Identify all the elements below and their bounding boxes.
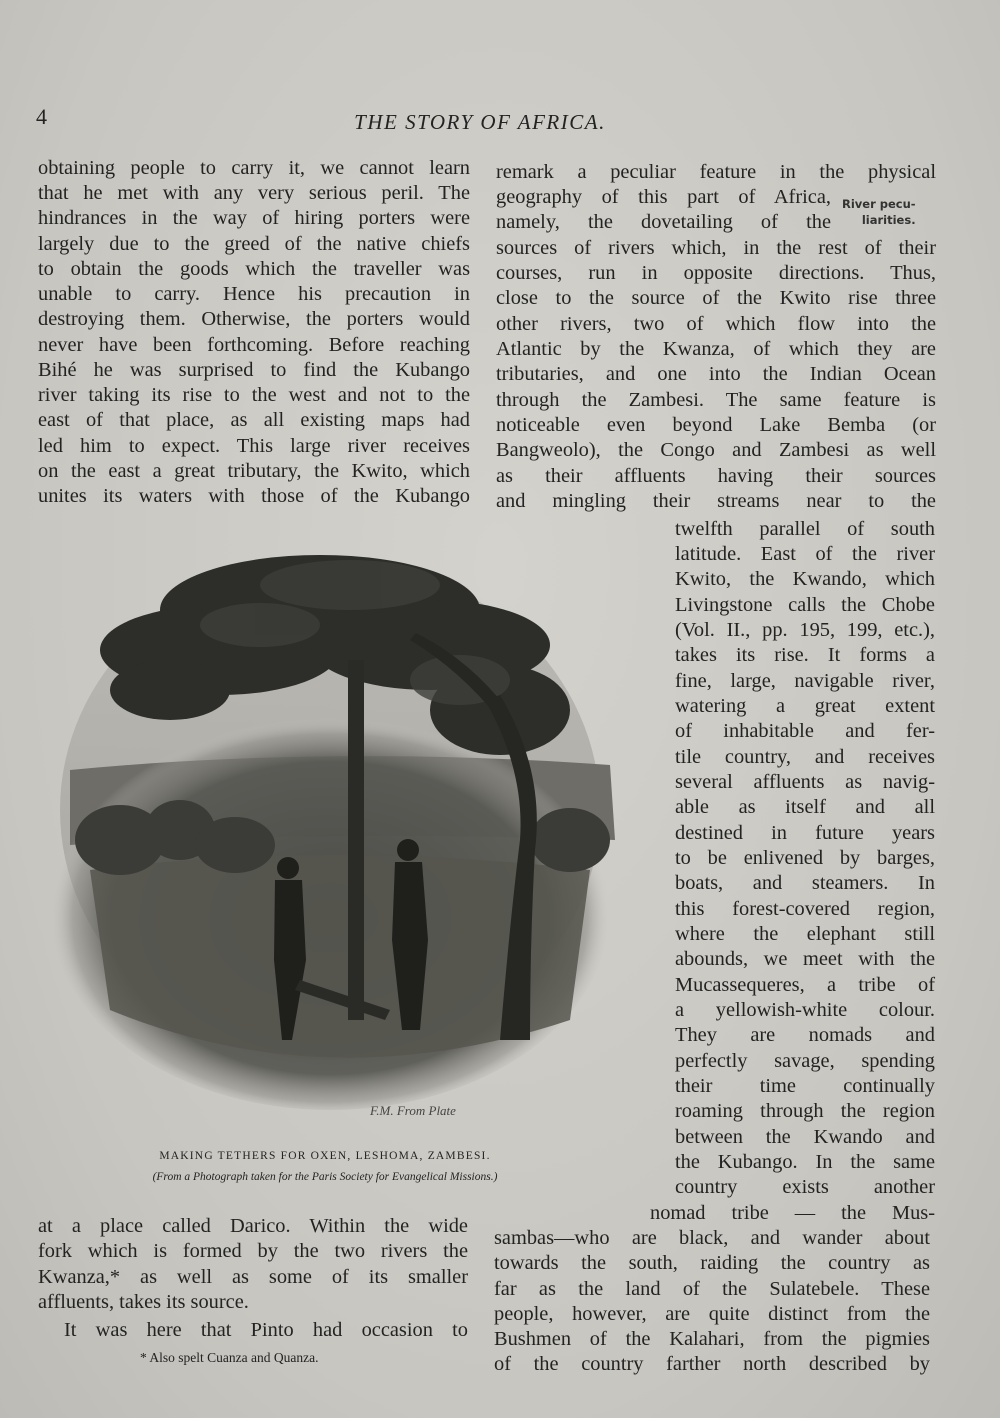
- text-line: watering a great extent: [675, 695, 935, 717]
- text-line: tributaries, and one into the Indian Ocean: [496, 363, 936, 385]
- text-line: unites its waters with those of the Kubango: [38, 485, 470, 507]
- running-title: THE STORY OF AFRICA.: [354, 110, 606, 134]
- text-line: able as itself and all: [675, 796, 935, 818]
- text-line: geography of this part of Africa,: [496, 186, 831, 208]
- text-line: Bihé he was surprised to find the Kubango: [38, 359, 470, 381]
- text-line: (Vol. II., pp. 195, 199, etc.),: [675, 619, 935, 641]
- text-line: several affluents as navig-: [675, 771, 935, 793]
- text-line: to obtain the goods which the traveller was: [38, 258, 470, 280]
- text-line: Atlantic by the Kwanza, of which they are: [496, 338, 936, 360]
- text-line: It was here that Pinto had occasion to: [64, 1319, 468, 1341]
- text-line: Kwanza,* as well as some of its smaller: [38, 1266, 468, 1288]
- text-line: courses, run in opposite directions. Thus,: [496, 262, 936, 284]
- text-line: where the elephant still: [675, 923, 935, 945]
- text-line: of inhabitable and fer-: [675, 720, 935, 742]
- text-line: boats, and steamers. In: [675, 872, 935, 894]
- text-line: far as the land of the Sulatebele. These: [494, 1278, 930, 1300]
- text-line: led him to expect. This large river receives: [38, 435, 470, 457]
- text-line: Kwito, the Kwando, which: [675, 568, 935, 590]
- text-line: through the Zambesi. The same feature is: [496, 389, 936, 411]
- text-line: remark a peculiar feature in the physical: [496, 161, 936, 183]
- text-line: abounds, we meet with the: [675, 948, 935, 970]
- text-line: tile country, and receives: [675, 746, 935, 768]
- text-line: nomad tribe — the Mus-: [650, 1202, 935, 1224]
- text-line: close to the source of the Kwito rise three: [496, 287, 936, 309]
- text-line: destroying them. Otherwise, the porters would: [38, 308, 470, 330]
- text-line: that he met with any very serious peril. The: [38, 182, 470, 204]
- text-line: the Kubango. In the same: [675, 1151, 935, 1173]
- text-line: country exists another: [675, 1176, 935, 1198]
- margin-note-line: River pecu-: [842, 197, 916, 211]
- text-line: on the east a great tributary, the Kwito, which: [38, 460, 470, 482]
- text-line: this forest-covered region,: [675, 898, 935, 920]
- illustration-credit: (From a Photograph taken for the Paris Society for Evangelical Missions.): [152, 1171, 498, 1183]
- text-line: and mingling their streams near to the: [496, 490, 936, 512]
- text-line: noticeable even beyond Lake Bemba (or: [496, 414, 936, 436]
- text-line: Bushmen of the Kalahari, from the pigmies: [494, 1328, 930, 1350]
- text-line: takes its rise. It forms a: [675, 644, 935, 666]
- text-line: other rivers, two of which flow into the: [496, 313, 936, 335]
- margin-note: [842, 196, 916, 228]
- page-number: 4: [36, 104, 47, 129]
- text-line: namely, the dovetailing of the: [496, 211, 831, 233]
- text-line: roaming through the region: [675, 1100, 935, 1122]
- text-line: largely due to the greed of the native chiefs: [38, 233, 470, 255]
- text-line: at a place called Darico. Within the wide: [38, 1215, 468, 1237]
- text-line: to be enlivened by barges,: [675, 847, 935, 869]
- text-line: river taking its rise to the west and not to the: [38, 384, 470, 406]
- text-line: east of that place, as all existing maps had: [38, 409, 470, 431]
- footnote: * Also spelt Cuanza and Quanza.: [140, 1350, 319, 1365]
- text-line: Livingstone calls the Chobe: [675, 594, 935, 616]
- text-line: their time continually: [675, 1075, 935, 1097]
- text-line: of the country farther north described by: [494, 1353, 930, 1375]
- text-line: destined in future years: [675, 822, 935, 844]
- text-line: sources of rivers which, in the rest of their: [496, 237, 936, 259]
- text-line: latitude. East of the river: [675, 543, 935, 565]
- text-line: affluents, takes its source.: [38, 1291, 249, 1313]
- text-line: obtaining people to carry it, we cannot learn: [38, 157, 470, 179]
- text-line: fine, large, navigable river,: [675, 670, 935, 692]
- text-line: perfectly savage, spending: [675, 1050, 935, 1072]
- text-line: They are nomads and: [675, 1024, 935, 1046]
- text-line: sambas—who are black, and wander about: [494, 1227, 930, 1249]
- text-line: a yellowish-white colour.: [675, 999, 935, 1021]
- text-line: people, however, are quite distinct from the: [494, 1303, 930, 1325]
- illustration-caption: MAKING TETHERS FOR OXEN, LESHOMA, ZAMBESI.: [159, 1150, 491, 1162]
- text-line: never have been forthcoming. Before reaching: [38, 334, 470, 356]
- text-line: hindrances in the way of hiring porters were: [38, 207, 470, 229]
- margin-note-line: liarities.: [861, 213, 916, 227]
- text-line: between the Kwando and: [675, 1126, 935, 1148]
- text-line: Bangweolo), the Congo and Zambesi as well: [496, 439, 936, 461]
- text-line: as their affluents having their sources: [496, 465, 936, 487]
- text-line: towards the south, raiding the country as: [494, 1252, 930, 1274]
- engraving-illustration: [30, 540, 655, 1140]
- text-line: twelfth parallel of south: [675, 518, 935, 540]
- text-line: unable to carry. Hence his precaution in: [38, 283, 470, 305]
- text-line: fork which is formed by the two rivers the: [38, 1240, 468, 1262]
- engraver-signature: F.M. From Plate: [370, 1103, 456, 1118]
- text-line: Mucassequeres, a tribe of: [675, 974, 935, 996]
